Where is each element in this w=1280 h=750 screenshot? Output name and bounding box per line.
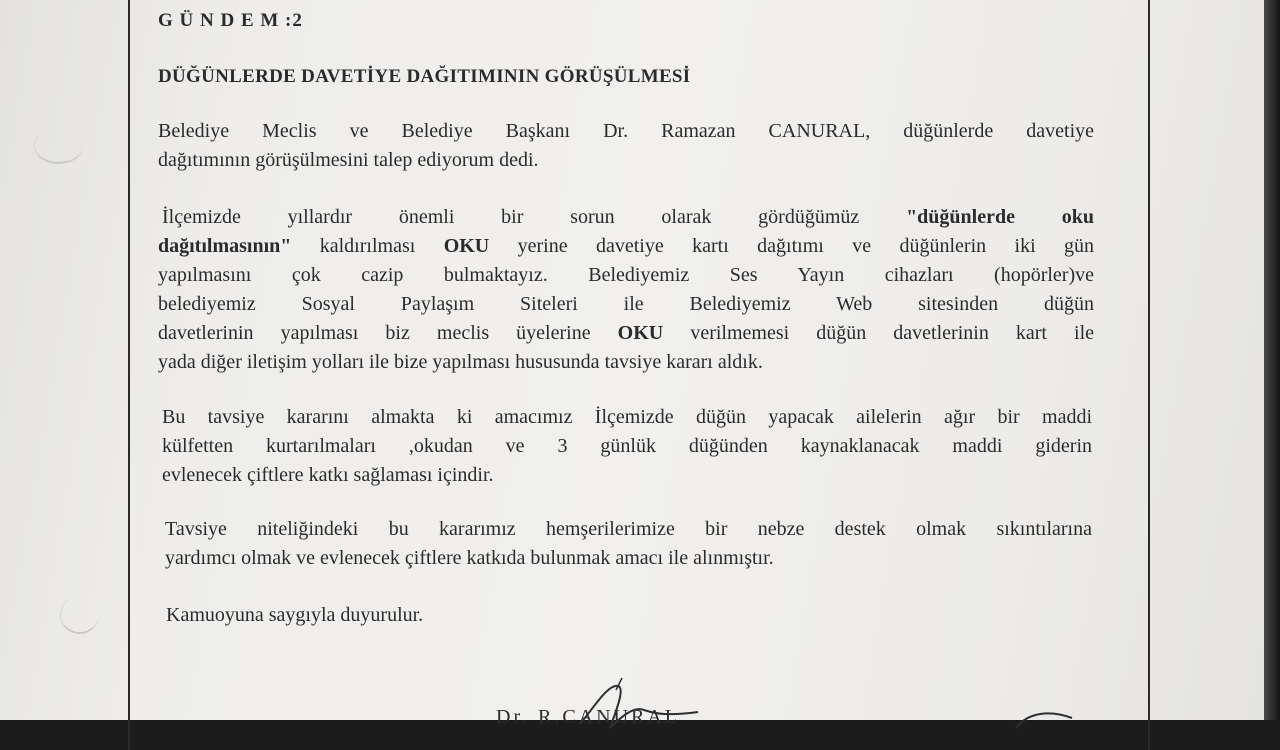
para1-line-4: belediyemiz Sosyal Paylaşım Siteleri ile Belediyemiz Web sitesinden düğün [158,293,1094,315]
para1-line5-oku: OKU [617,322,664,344]
para1-line5-text-a: davetlerinin yapılması biz meclis üyelerine [158,322,591,344]
handwritten-signature [570,676,710,736]
punch-hole-mark [60,596,99,634]
para1-line2-text-b: yerine davetiye kartı dağıtımı ve düğünlerin iki gün [517,235,1095,257]
para1-line1-emphasis: "düğünlerde oku [906,206,1095,228]
para2-line-2: külfetten kurtarılmaları ,okudan ve 3 günlük düğünden kaynaklanacak maddi giderin [162,435,1092,457]
para1-line2-emphasis: dağıtılmasının" [158,235,292,257]
document-title: DÜĞÜNLERDE DAVETİYE DAĞITIMININ GÖRÜŞÜLMESİ [158,66,691,87]
para1-line-6: yada diğer iletişim yolları ile bize yapılması hususunda tavsiye kararı aldık. [158,351,763,373]
para1-line1-text: İlçemizde yıllardır önemli bir sorun olarak gördüğümüz [162,206,860,228]
para3-line-1: Tavsiye niteliğindeki bu kararımız hemşerilerimize bir nebze destek olmak sıkıntılarına [165,518,1092,540]
para1-line2-text-a: kaldırılması [319,235,416,257]
closing-line: Kamuoyuna saygıyla duyurulur. [166,604,424,626]
intro-line-1: Belediye Meclis ve Belediye Başkanı Dr. Ramazan CANURAL, düğünlerde davetiye [158,120,1094,142]
para1-line-5 [158,319,1094,348]
signatory-name: Dr. R.CANURAL [496,706,681,728]
para2-line-1: Bu tavsiye kararını almakta ki amacımız İlçemizde düğün yapacak ailelerin ağır bir maddi [162,406,1092,428]
handwritten-initials [1010,706,1080,736]
para3-line-2: yardımcı olmak ve evlenecek çiftlere katkıda bulunmak amacı ile alınmıştır. [165,547,774,569]
para1-line-1 [162,203,1094,232]
intro-line-2: dağıtımının görüşülmesini talep ediyorum dedi. [158,149,539,171]
para1-line-2 [158,232,1094,261]
para1-line5-text-b: verilmemesi düğün davetlerinin kart ile [690,322,1095,344]
para2-line-3: evlenecek çiftlere katkı sağlaması içindir. [162,464,494,486]
para1-line2-oku: OKU [443,235,490,257]
agenda-label: G Ü N D E M :2 [158,10,303,31]
para1-line-3: yapılmasını çok cazip bulmaktayız. Belediyemiz Ses Yayın cihazları (hopörler)ve [158,264,1094,286]
page-edge-shadow [1264,0,1280,720]
punch-hole-mark [34,128,83,164]
